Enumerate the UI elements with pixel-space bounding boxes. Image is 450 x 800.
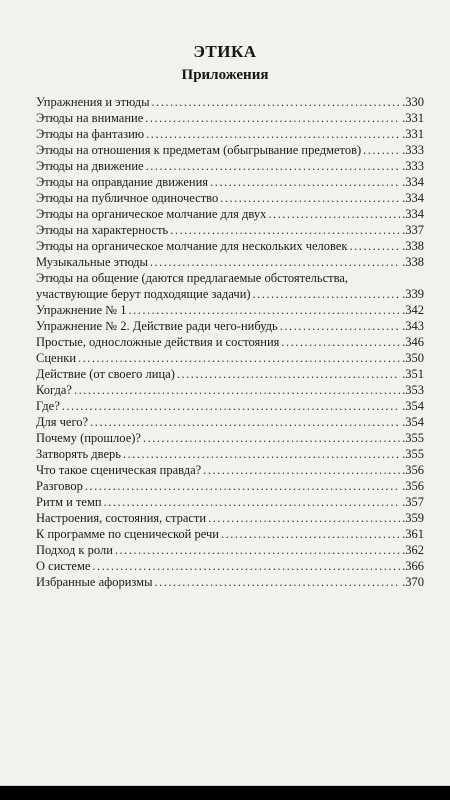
toc-entry-label: Упражнения и этюды: [36, 95, 150, 109]
toc-leader-dots: [363, 143, 400, 158]
toc-entry: [36, 463, 424, 479]
toc-leader-dots: [143, 431, 400, 446]
toc-entry-label-continued: участвующие берут подходящие задачи): [36, 287, 251, 301]
toc-entry-page: .351: [402, 367, 424, 381]
toc-entry-label: Затворять дверь: [36, 447, 121, 461]
toc-leader-dots: [128, 303, 400, 318]
toc-entry-label: Ритм и темп: [36, 495, 102, 509]
toc-leader-dots: [220, 191, 400, 206]
toc-leader-dots: [154, 575, 400, 590]
toc-leader-dots: [146, 159, 401, 174]
toc-leader-dots: [146, 127, 400, 142]
toc-entry-page: .342: [402, 303, 424, 317]
toc-entry: [36, 479, 424, 495]
toc-entry-page: .346: [402, 335, 424, 349]
toc-entry: [36, 111, 424, 127]
toc-entry-label: Этюды на внимание: [36, 111, 144, 125]
toc-entry: [36, 431, 424, 447]
toc-entry-page: .353: [402, 383, 424, 397]
toc-entry-label: Настроения, состояния, страсти: [36, 511, 207, 525]
toc-entry: [36, 143, 424, 159]
toc-entry: [36, 575, 424, 591]
toc-entry-label: Этюды на органическое молчание для нескольких человек: [36, 239, 348, 253]
toc-leader-dots: [150, 255, 400, 270]
toc-entry-label: Этюды на движение: [36, 159, 144, 173]
toc-entry: [36, 335, 424, 351]
toc-entry: [36, 511, 424, 527]
toc-entry-label: Когда?: [36, 383, 72, 397]
toc-leader-dots: [90, 415, 400, 430]
toc-entry: [36, 415, 424, 431]
toc-entry-label: Что такое сценическая правда?: [36, 463, 202, 477]
toc-entry: [36, 159, 424, 175]
toc-leader-dots: [62, 399, 400, 414]
toc-entry-page: .370: [402, 575, 424, 589]
toc-entry-page: .356: [402, 463, 424, 477]
toc-entry: [36, 207, 424, 223]
toc-entry-page: .356: [402, 479, 424, 493]
toc-entry: [36, 239, 424, 255]
toc-entry: [36, 191, 424, 207]
toc-entry-page: .333: [402, 159, 424, 173]
toc-entry-continuation: [36, 287, 424, 303]
toc-entry-label: Разговор: [36, 479, 83, 493]
toc-leader-dots: [115, 543, 400, 558]
toc-entry-page: .334: [402, 191, 424, 205]
toc-leader-dots: [104, 495, 401, 510]
toc-leader-dots: [203, 463, 400, 478]
toc-entry-label: Действие (от своего лица): [36, 367, 175, 381]
toc-entry: [36, 399, 424, 415]
toc-entry-page: .343: [402, 319, 424, 333]
toc-entry-label: Этюды на общение (даются предлагаемые обстоятельства,: [36, 271, 349, 285]
page-title: ЭТИКА: [193, 42, 257, 61]
toc-leader-dots: [210, 175, 400, 190]
toc-entry-page: .354: [402, 415, 424, 429]
toc-entry-page: .361: [402, 527, 424, 541]
toc-leader-dots: [145, 111, 400, 126]
toc-entry-label: Подход к роли: [36, 543, 113, 557]
toc-leader-dots: [350, 239, 401, 254]
toc-entry-label: Сценки: [36, 351, 77, 365]
toc-entry-label: Почему (прошлое)?: [36, 431, 141, 445]
toc-leader-dots: [170, 223, 400, 238]
toc-leader-dots: [151, 95, 400, 110]
toc-entry-page: .366: [402, 559, 424, 573]
toc-leader-dots: [208, 511, 400, 526]
toc-entry: [36, 175, 424, 191]
toc-entry: [36, 319, 424, 335]
toc-entry: [36, 127, 424, 143]
toc-entry: [36, 367, 424, 383]
toc-entry-page: .354: [402, 399, 424, 413]
toc-leader-dots: [123, 447, 400, 462]
toc-entry: [36, 495, 424, 511]
toc-entry: [36, 559, 424, 575]
toc-entry: [36, 527, 424, 543]
toc-entry: [36, 95, 424, 111]
toc-entry-label: О системе: [36, 559, 91, 573]
toc-entry-label: Этюды на публичное одиночество: [36, 191, 219, 205]
toc-entry-label: Упражнение № 1: [36, 303, 127, 317]
toc-entry-page: .331: [402, 127, 424, 141]
toc-entry-label: Простые, односложные действия и состояния: [36, 335, 280, 349]
section-subtitle: Приложения: [181, 67, 269, 83]
toc-entry-label: Упражнение № 2. Действие ради чего-нибудь: [36, 319, 278, 333]
toc-leader-dots: [74, 383, 400, 398]
toc-entry-label: Этюды на отношения к предметам (обыгрывание предметов): [36, 143, 362, 157]
toc-entry-label: Этюды на фантазию: [36, 127, 145, 141]
toc-leader-dots: [78, 351, 400, 366]
toc-entry-page: .357: [402, 495, 424, 509]
toc-entry-page: .331: [402, 111, 424, 125]
toc-entry-label: Этюды на характерность: [36, 223, 169, 237]
toc-entry: [36, 223, 424, 239]
toc-leader-dots: [177, 367, 400, 382]
table-of-contents: [36, 95, 424, 591]
toc-entry-page: .334: [402, 207, 424, 221]
toc-leader-dots: [221, 527, 400, 542]
toc-entry-page: .330: [402, 95, 424, 109]
toc-entry-label: К программе по сценической речи: [36, 527, 219, 541]
toc-entry-page: .337: [402, 223, 424, 237]
toc-entry: [36, 543, 424, 559]
toc-entry-label: Этюды на оправдание движения: [36, 175, 209, 189]
toc-entry: [36, 383, 424, 399]
toc-leader-dots: [92, 559, 400, 574]
toc-leader-dots: [268, 207, 400, 222]
toc-entry: [36, 303, 424, 319]
toc-entry: [36, 447, 424, 463]
toc-leader-dots: [281, 335, 400, 350]
toc-entry-page: .334: [402, 175, 424, 189]
toc-leader-dots: [253, 287, 401, 302]
toc-leader-dots: [280, 319, 400, 334]
toc-entry-page: .333: [402, 143, 424, 157]
toc-entry-label: Для чего?: [36, 415, 89, 429]
toc-entry-page: .359: [402, 511, 424, 525]
toc-entry-page: .339: [402, 287, 424, 301]
toc-entry: [36, 255, 424, 271]
toc-leader-dots: [85, 479, 400, 494]
toc-entry-label: Этюды на органическое молчание для двух: [36, 207, 267, 221]
toc-entry-page: .355: [402, 431, 424, 445]
toc-entry-label: Избранные афоризмы: [36, 575, 153, 589]
toc-entry-label: Музыкальные этюды: [36, 255, 148, 269]
toc-entry-page: .338: [402, 255, 424, 269]
toc-entry-label: Где?: [36, 399, 60, 413]
toc-entry-page: .350: [402, 351, 424, 365]
toc-entry-page: .362: [402, 543, 424, 557]
toc-entry-multiline: [36, 271, 424, 303]
toc-entry-page: .338: [402, 239, 424, 253]
toc-entry: [36, 351, 424, 367]
toc-entry-page: .355: [402, 447, 424, 461]
